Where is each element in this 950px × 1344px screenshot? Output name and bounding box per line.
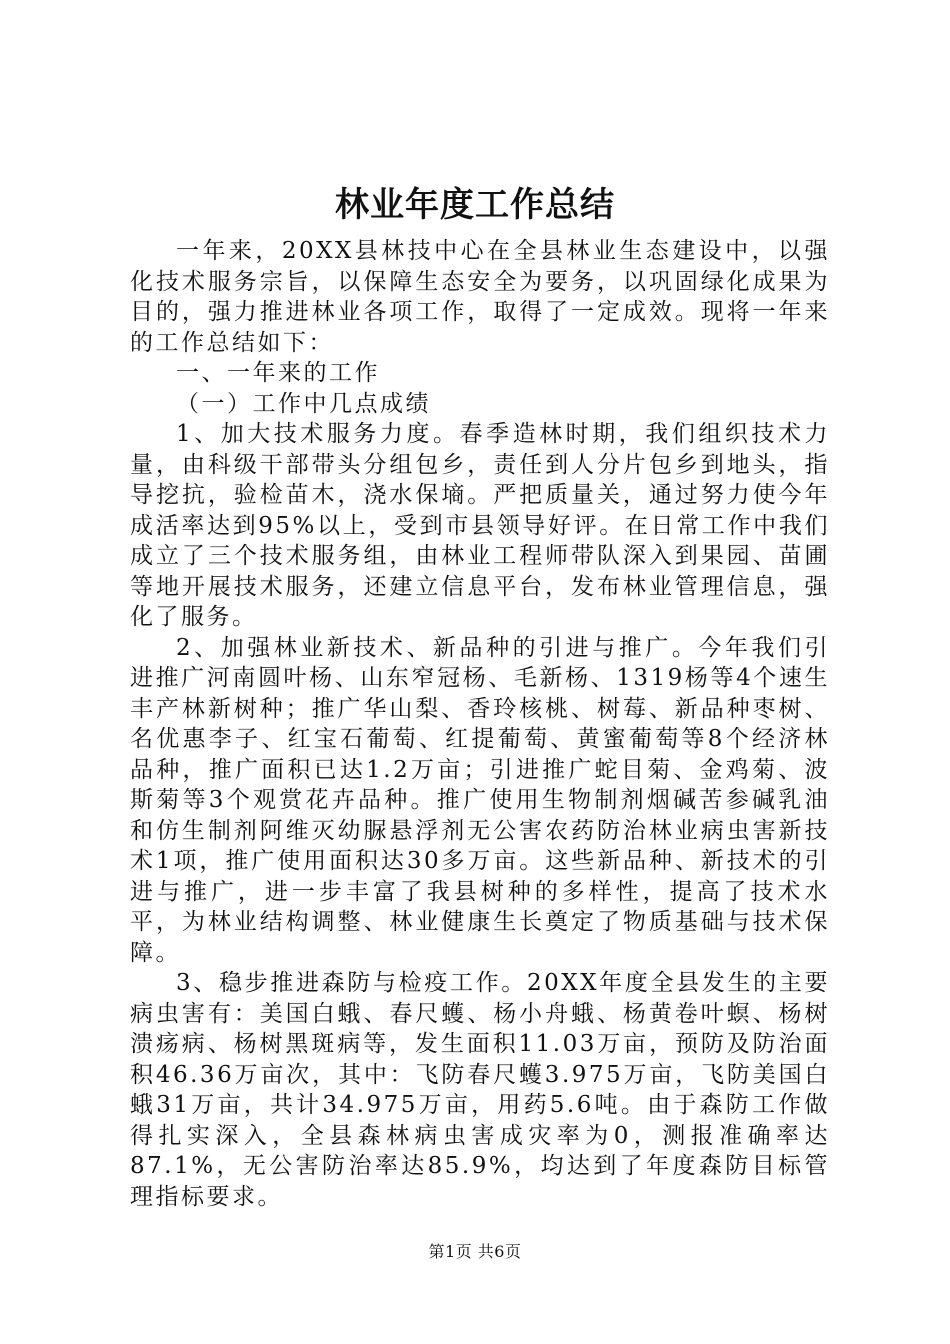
page-footer: 第1页 共6页 (428, 1242, 522, 1261)
document-title: 林业年度工作总结 (335, 185, 615, 225)
subsection-heading: （一）工作中几点成绩 (176, 390, 431, 417)
document-body (130, 236, 830, 1212)
item-paragraph-2: 2、加强林业新技术、新品种的引进与推广。今年我们引进推广河南圆叶杨、山东窄冠杨、毛新杨、1319杨等4个速生丰产林新树种；推广华山梨、香玲核桃、树莓、新品种枣树、名优惠李子、红宝石葡萄、红提葡萄、黄蜜葡萄等8个经济林品种，推广面积已达1.2万亩；引进推广蛇目菊、金鸡菊、波斯菊等3个观赏花卉品种。推广使用生物制剂烟碱苦参碱乳油和仿生制剂阿维灭幼脲悬浮剂无公害农药防治林业病虫害新技术1项，推广使用面积达30多万亩。这些新品种、新技术的引进与推广，进一步丰富了我县树种的多样性，提高了技术水平，为林业结构调整、林业健康生长奠定了物质基础与技术保障。 (130, 634, 830, 966)
item-paragraph-3: 3、稳步推进森防与检疫工作。20XX年度全县发生的主要病虫害有：美国白蛾、春尺蠖、杨小舟蛾、杨黄卷叶螟、杨树溃疡病、杨树黑斑病等，发生面积11.03万亩，预防及防治面积46.36万亩次，其中：飞防春尺蠖3.975万亩，飞防美国白蛾31万亩，共计34.975万亩，用药5.6吨。由于森防工作做得扎实深入，全县森林病虫害成灾率为0，测报准确率达87.1%，无公害防治率达85.9%，均达到了年度森防目标管理指标要求。 (130, 970, 830, 1210)
intro-paragraph: 一年来，20XX县林技中心在全县林业生态建设中，以强化技术服务宗旨，以保障生态安全为要务，以巩固绿化成果为目的，强力推进林业各项工作，取得了一定成效。现将一年来的工作总结如下： (130, 238, 830, 356)
section-heading: 一、一年来的工作 (176, 360, 380, 386)
item-paragraph-1: 1、加大技术服务力度。春季造林时期，我们组织技术力量，由科级干部带头分组包乡，责任到人分片包乡到地头，指导挖抗，验检苗木，浇水保墒。严把质量关，通过努力使今年成活率达到95%以上，受到市县领导好评。在日常工作中我们成立了三个技术服务组，由林业工程师带队深入到果园、苗圃等地开展技术服务，还建立信息平台，发布林业管理信息，强化了服务。 (130, 421, 830, 630)
